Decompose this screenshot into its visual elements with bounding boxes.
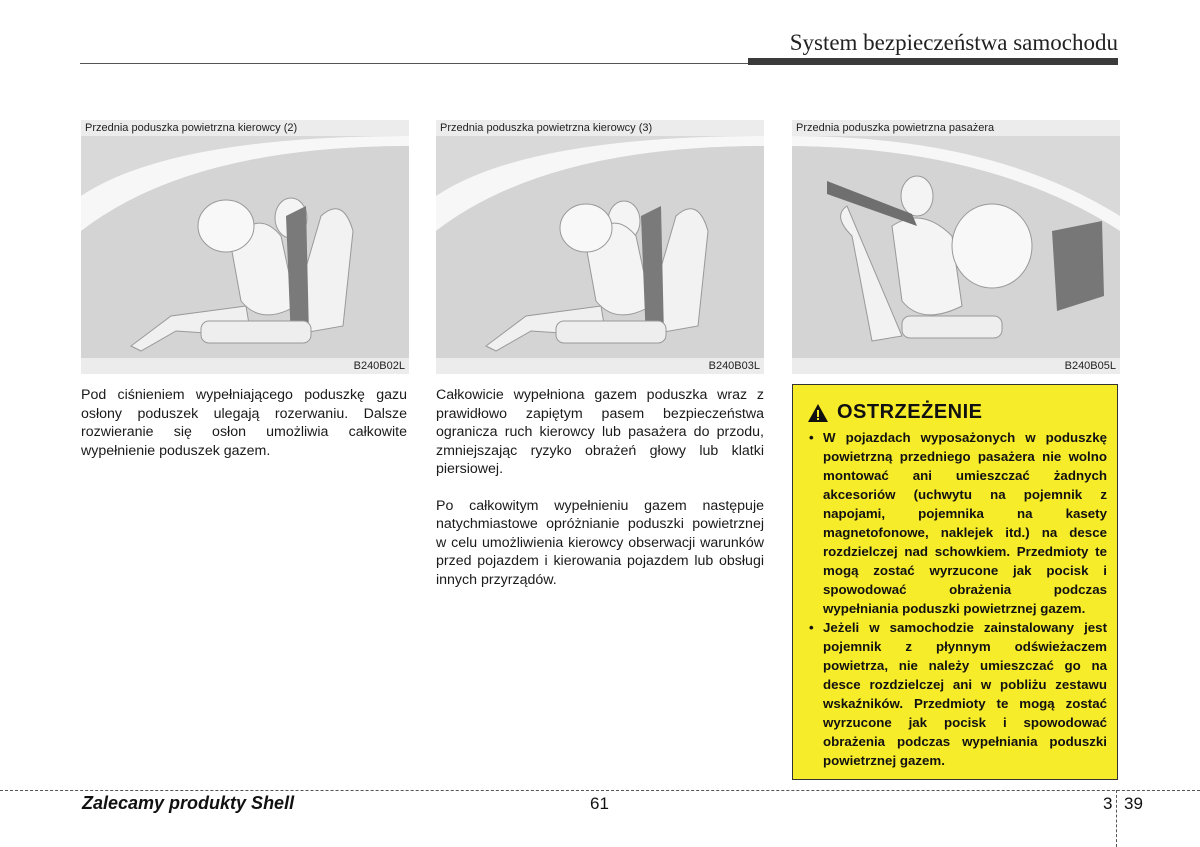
footer-brand-text: Zalecamy produkty Shell [82, 793, 295, 813]
footer-divider [1116, 790, 1117, 847]
warning-item: • W pojazdach wyposażonych w poduszkę powietrzną przedniego pasażera nie wolno montować ani umieszczać żadnych akcesoriów (uchwytu na pojemnik z napojami, pojemnika na kasety magnetofonowe, naklejek itd.) na desce rozdzielczej nad schowkiem. Przedmioty te mogą zostać wyrzucone jak pocisk i spowodować obrażenia podczas wypełniania poduszki powietrznej gazem. [807, 428, 1107, 618]
driver-airbag-illustration [81, 136, 409, 358]
paragraph: Pod ciśnieniem wypełniającego poduszkę gazu osłony poduszek ulegają rozerwaniu. Dalsze rozwieranie się osłon umożliwia całkowite wypełnienie poduszek gazem. [81, 387, 407, 459]
figure-code: B240B05L [1064, 360, 1116, 372]
chapter-number: 3 [1103, 794, 1113, 813]
figure-code: B240B02L [353, 360, 405, 372]
passenger-airbag-illustration [792, 136, 1120, 358]
figure-caption: Przednia poduszka powietrzna kierowcy (2) [85, 122, 298, 134]
section-title: System bezpieczeństwa samochodu [789, 30, 1118, 55]
warning-box [792, 384, 1118, 780]
figure-caption: Przednia poduszka powietrzna pasażera [796, 122, 995, 134]
footer-rule [0, 790, 1200, 791]
warning-item: • Jeżeli w samochodzie zainstalowany jest pojemnik z płynnym odświeżaczem powietrza, nie należy umieszczać go na desce rozdzielczej ani w pobliżu zestawu wskaźników. Przedmioty te mogą zostać wyrzucone jak pocisk i spowodować obrażenia podczas wypełniania poduszki powietrznej gazem. [807, 618, 1107, 770]
figure-code: B240B03L [708, 360, 760, 372]
warning-list [807, 428, 1107, 770]
warning-triangle-icon [807, 403, 829, 423]
figure-passenger-airbag [792, 120, 1120, 374]
paragraph: Po całkowitym wypełnieniu gazem następuje natychmiastowe opróżnianie poduszki powietrznej w celu umożliwienia kierowcy obserwacji warunków przed pojazdem i kierowania pojazdem lub obsługi innych przyrządów. [436, 497, 764, 588]
driver-airbag-illustration [436, 136, 764, 358]
footer-center-number: 61 [590, 794, 609, 813]
figure-driver-airbag-2 [81, 120, 409, 374]
warning-header [807, 401, 1107, 424]
page-number: 39 [1124, 794, 1143, 813]
paragraph: Całkowicie wypełniona gazem poduszka wraz z prawidłowo zapiętym pasem bezpieczeństwa ogranicza ruch kierowcy lub pasażera do przodu, zmniejszając ryzyko obrażeń głowy lub klatki piersiowej. [436, 387, 764, 477]
warning-title: OSTRZEŻENIE [837, 401, 983, 423]
column-1-text [81, 386, 407, 478]
figure-driver-airbag-3 [436, 120, 764, 374]
header-rule-accent [748, 58, 1118, 65]
figure-caption: Przednia poduszka powietrzna kierowcy (3) [440, 122, 653, 134]
column-2-text [436, 386, 764, 607]
